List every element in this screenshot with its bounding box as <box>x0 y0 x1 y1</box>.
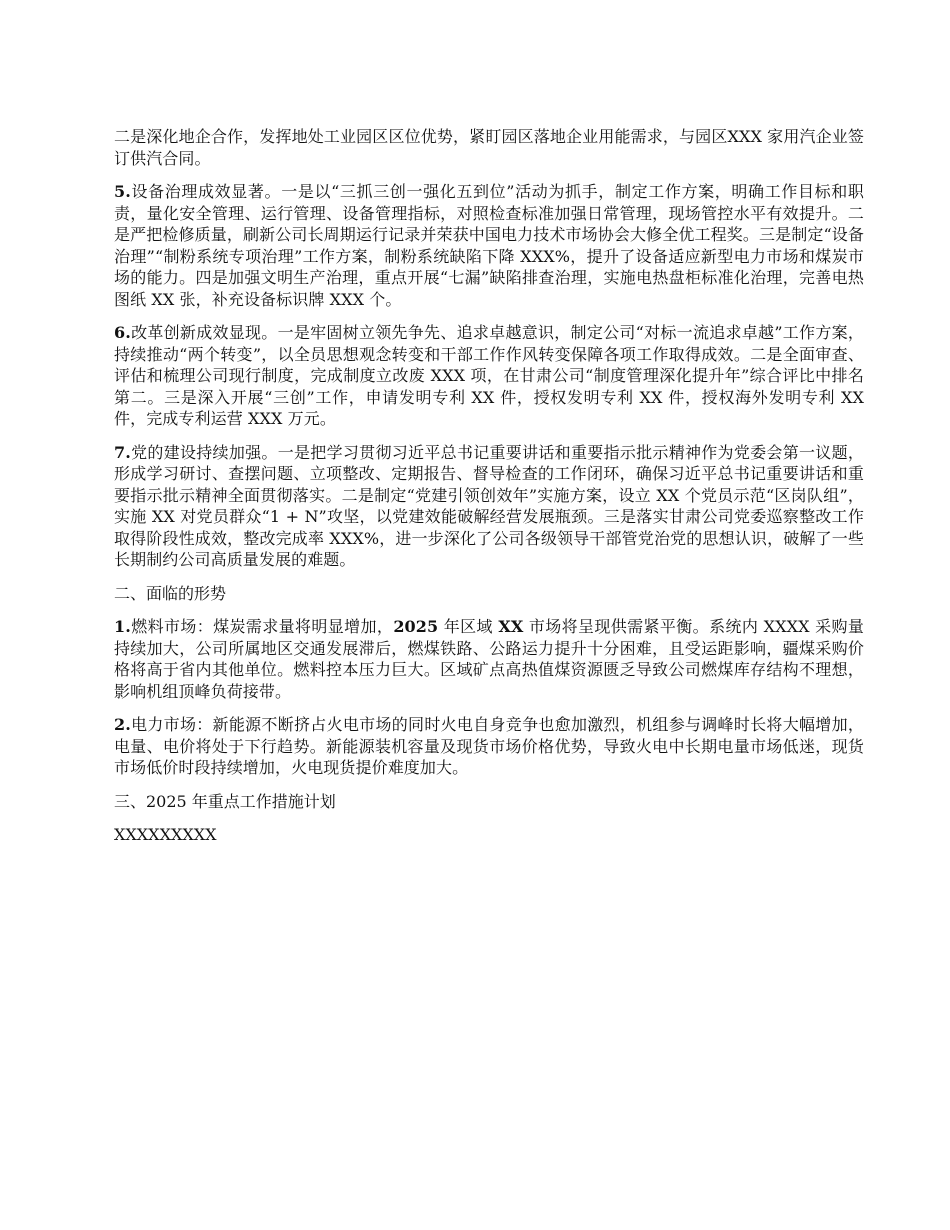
paragraph-equipment-governance <box>114 181 864 310</box>
paragraph-text: 党的建设持续加强。一是把学习贯彻习近平总书记重要讲话和重要指示批示精神作为党委会第一议题，形成学习研讨、查摆问题、立项整改、定期报告、督导检查的工作闭环，确保习近平总书记重要讲话和重要指示批示精神全面贯彻落实。二是制定“党建引领创效年”实施方案，设立 XX 个党员示范“区岗队组”，实施 XX 对党员群众“1 + N”攻坚，以党建效能破解经营发展瓶颈。三是落实甘肃公司党委巡察整改工作取得阶段性成效，整改完成率 XXX%，进一步深化了公司各级领导干部管党治党的思想认识，破解了一些长期制约公司高质量发展的难题。 <box>114 442 864 569</box>
paragraph-text: 燃料市场：煤炭需求量将明显增加， <box>130 617 394 636</box>
item-number: 7. <box>114 442 131 462</box>
document-page <box>114 126 864 846</box>
item-number: 1. <box>114 617 131 636</box>
paragraph-enterprise-cooperation <box>114 126 864 169</box>
paragraph-reform-innovation <box>114 322 864 430</box>
paragraph-party-building <box>114 442 864 571</box>
year-text: 2025 <box>393 617 439 636</box>
paragraph-text: 设备治理成效显著。一是以“三抓三创一强化五到位”活动为抓手，制定工作方案，明确工作目标和职责，量化安全管理、运行管理、设备管理指标，对照检查标准加强日常管理，现场管控水平有效提升。二是严把检修质量，刷新公司长周期运行记录并荣获中国电力技术市场协会大修全优工程奖。三是制定“设备治理”“制粉系统专项治理”工作方案，制粉系统缺陷下降 XXX%，提升了设备适应新型电力市场和煤炭市场的能力。四是加强文明生产治理，重点开展“七漏”缺陷排查治理，实施电热盘柜标准化治理，完善电热图纸 XX 张，补充设备标识牌 XXX 个。 <box>114 182 864 309</box>
item-number: 2. <box>114 715 131 734</box>
paragraph-text: 电力市场：新能源不断挤占火电市场的同时火电自身竞争也愈加激烈，机组参与调峰时长将大幅增加，电量、电价将处于下行趋势。新能源装机容量及现货市场价格优势，导致火电中长期电量市场低迷，现货市场低价时段持续增加，火电现货提价难度加大。 <box>114 715 864 777</box>
paragraph-fuel-market <box>114 616 864 702</box>
item-number: 5. <box>114 182 131 201</box>
placeholder-text: XXXXXXXXX <box>114 825 217 844</box>
paragraph-text: 年区域 <box>438 617 499 636</box>
paragraph-power-market <box>114 714 864 779</box>
region-text: XX <box>498 617 524 636</box>
item-number: 6. <box>114 323 131 342</box>
paragraph-text: 二是深化地企合作，发挥地处工业园区区位优势，紧盯园区落地企业用能需求，与园区XXX 家用汽企业签订供汽合同。 <box>114 127 864 168</box>
paragraph-text: 市场将呈现供需紧平衡。系统内 XXXX 采购量持续加大，公司所属地区交通发展滞后，燃煤铁路、公路运力提升十分困难，且受运距影响，疆煤采购价格将高于省内其他单位。燃料控本压力巨大。区域矿点高热值煤资源匮乏导致公司燃煤库存结构不理想，影响机组顶峰负荷接带。 <box>114 617 864 701</box>
section-heading-situation: 二、面临的形势 <box>114 583 227 603</box>
section-heading-plan: 三、2025 年重点工作措施计划 <box>114 791 336 811</box>
paragraph-text: 改革创新成效显现。一是牢固树立领先争先、追求卓越意识，制定公司“对标一流追求卓越”工作方案，持续推动“两个转变”，以全员思想观念转变和干部工作作风转变保障各项工作取得成效。二是全面审查、评估和梳理公司现行制度，完成制度立改废 XXX 项，在甘肃公司“制度管理深化提升年”综合评比中排名第二。三是深入开展“三创”工作，申请发明专利 XX 件，授权发明专利 XX 件，授权海外发明专利 XX 件，完成专利运营 XXX 万元。 <box>114 323 864 428</box>
